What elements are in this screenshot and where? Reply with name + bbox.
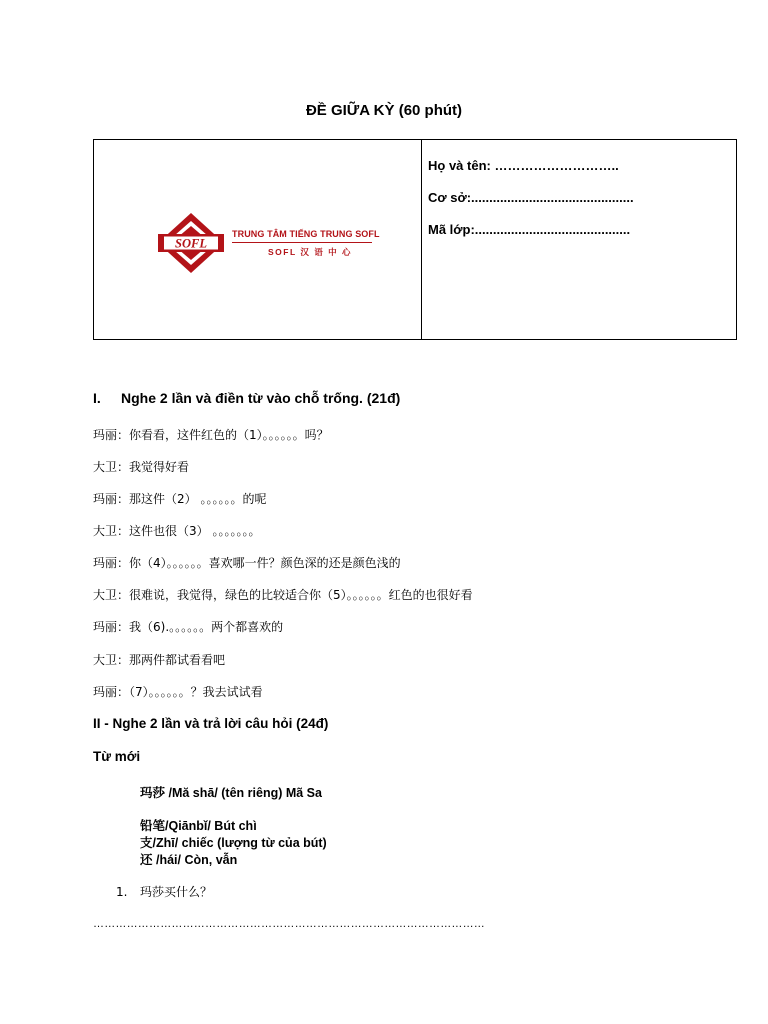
title-duration: (60 phút): [394, 102, 463, 119]
campus-field[interactable]: Cơ sở:.............................................: [428, 190, 634, 205]
sofl-logo: [156, 212, 396, 274]
dialogue-line: 玛丽：我（6).。。。。。。两个都喜欢的: [93, 620, 284, 634]
logo-badge-text: SOFL: [175, 236, 207, 251]
name-field[interactable]: Họ và tên: ………………………..: [428, 158, 619, 173]
info-cell: [422, 140, 736, 339]
vocab-heading: Từ mới: [93, 749, 141, 764]
dialogue-line: 大卫：很难说，我觉得，绿色的比较适合你（5）。。。。。。红色的也很好看: [93, 588, 473, 602]
section2-heading: II - Nghe 2 lần và trả lời câu hỏi (24đ): [93, 716, 329, 731]
dialogue-line: 玛丽：你看看，这件红色的（1）。。。。。。吗？: [93, 428, 329, 442]
section1-title: Nghe 2 lần và điền từ vào chỗ trống. (21đ): [121, 390, 401, 406]
answer-line[interactable]: ……………………………………………………………………………………………: [93, 918, 485, 930]
dialogue-line: 大卫：那两件都试看看吧: [93, 653, 226, 667]
section1-heading: [93, 390, 400, 406]
logo-divider: [232, 242, 372, 243]
vocab-item: 玛莎 /Mă shā/ (tên riêng) Mã Sa: [140, 786, 322, 800]
logo-name: TRUNG TÂM TIẾNG TRUNG SOFL: [232, 229, 380, 239]
class-field[interactable]: Mã lớp:...........................................: [428, 222, 631, 237]
question-1: [116, 883, 212, 900]
dialogue-line: 大卫：这件也很（3） 。。。。。。。: [93, 524, 261, 538]
logo-cell: [94, 140, 422, 339]
dialogue-line: 玛丽：你（4）。。。。。。喜欢哪一件？颜色深的还是颜色浅的: [93, 556, 401, 570]
question-number: 1.: [116, 885, 128, 899]
sofl-badge-icon: [156, 212, 226, 274]
dialogue-line: 玛丽：（7）。。。。。。？我去试试看: [93, 685, 263, 699]
section1-number: I.: [93, 390, 101, 406]
question-text: 玛莎买什么？: [140, 885, 213, 899]
dialogue-line: 大卫：我觉得好看: [93, 460, 190, 474]
vocab-item: 还 /hái/ Còn, vẫn: [140, 853, 238, 867]
title-main: ĐỀ GIỮA KỲ: [305, 102, 395, 119]
dialogue-line: 玛丽：那这件（2） 。。。。。。的呢: [93, 492, 267, 506]
vocab-item: 支/Zhī/ chiếc (lượng từ của bút): [140, 836, 327, 850]
page-title: [0, 102, 768, 119]
vocab-item: 铅笔/Qiānbǐ/ Bút chì: [140, 819, 257, 833]
student-info-table: [93, 139, 737, 340]
logo-subtitle: SOFL 汉 语 中 心: [268, 247, 352, 257]
